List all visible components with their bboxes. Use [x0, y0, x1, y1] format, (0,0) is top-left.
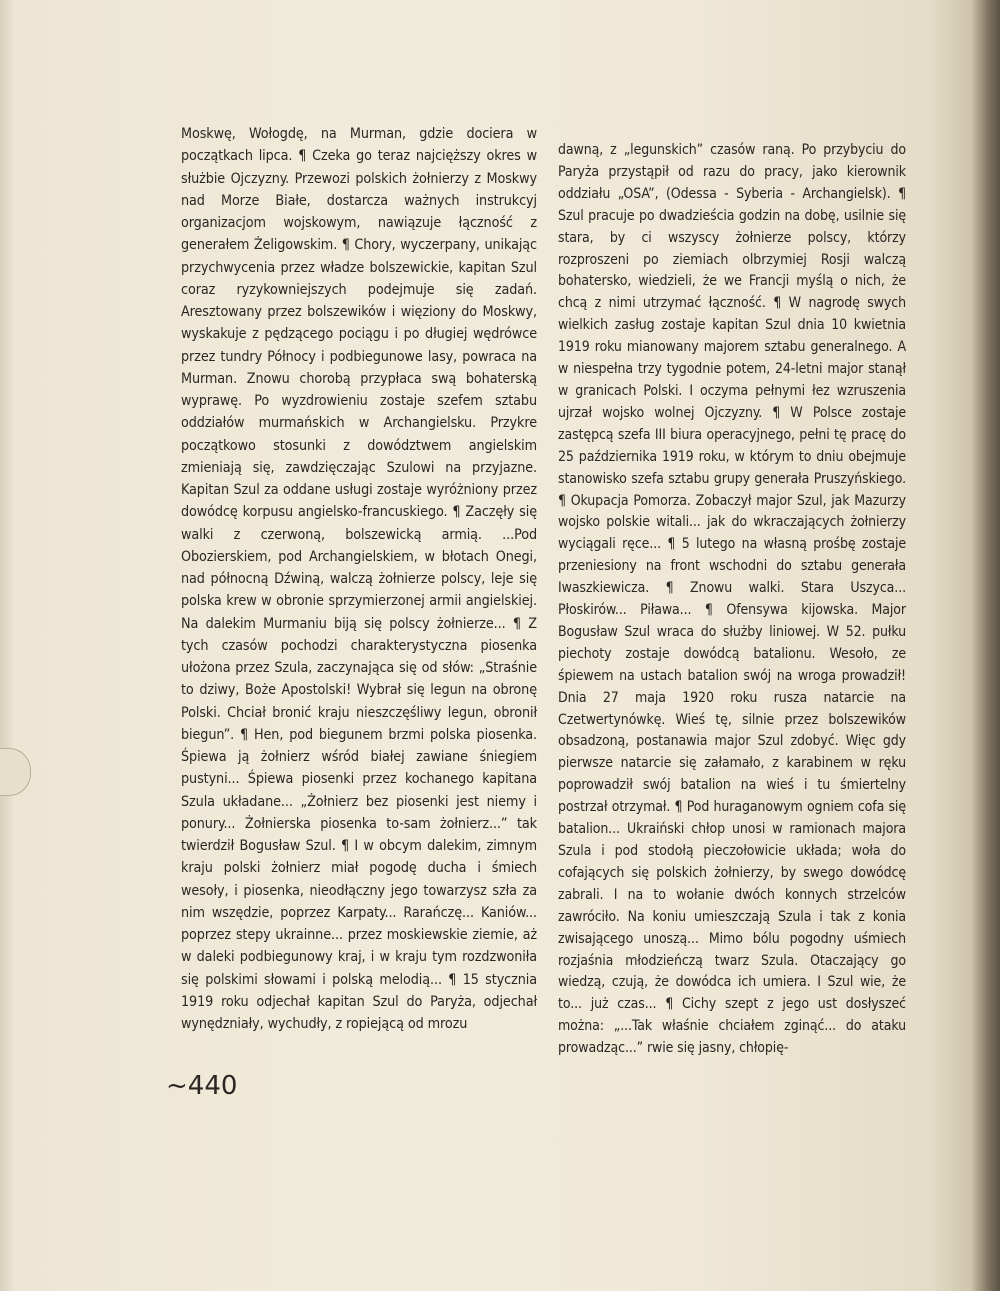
adjacent-page-edge [972, 0, 1000, 1291]
left-column-text: Moskwę, Wołogdę, na Murman, gdzie dociera w początkach lipca. ¶ Czeka go teraz najcięższy okres w służbie Ojczyzny. Przewozi polskich żołnierzy z Moskwy nad Morze Białe, dostarcza ważnych instrukcyj organizacjom wojskowym, nawiązuje łączność z generałem Żeligowskim. ¶ Chory, wyczerpany, unikając przychwycenia przez władze bolszewickie, kapitan Szul coraz ryzykowniejszych podejmuje się zadań. Aresztowany przez bolszewików i więziony do Moskwy, wyskakuje z pędzącego pociągu i po długiej wędrówce przez tundry Północy i podbiegunowe lasy, powraca na Murman. Znowu chorobą przypłaca swą bohaterską wyprawę. Po wyzdrowieniu zostaje szefem sztabu oddziałów murmańskich w Archangielsku. Przykre początkowo stosunki z dowództwem angielskim zmieniają się, zawdzięczając Szulowi na przyjazne. Kapitan Szul za oddane usługi zostaje wyróżniony przez dowódcę korpusu angielsko-francuskiego. ¶ Zaczęły się walki z czerwoną, bolszewicką armią. ...Pod Obozierskiem, pod Archangielskiem, w błotach Onegi, nad północną Dźwiną, walczą żołnierze polscy, leje się polska krew w obronie sprzymierzonej armii angielskiej. Na dalekim Murmaniu biją się polscy żołnierze... ¶ Z tych czasów pochodzi charakterystyczna piosenka ułożona przez Szula, zaczynająca się od słów: „Straśnie to dziwy, Boże Apostolski! Wybrał się legun na obronę Polski. Chciał bronić kraju nieszczęśliwy legun, obronił biegun”. ¶ Hen, pod biegunem brzmi polska piosenka. Śpiewa ją żołnierz wśród białej zawiane śniegiem pustyni... Śpiewa piosenki przez kochanego kapitana Szula układane... „Żołnierz bez piosenki jest niemy i ponury... Żołnierska piosenka to-sam żołnierz...” tak twierdził Bogusław Szul. ¶ I w obcym dalekim, zimnym kraju polski żołnierz miał pogodę ducha i śmiech wesoły, i piosenka, nieodłączny jego towarzysz szła za nim wszędzie, poprzez Karpaty... Rarańczę... Kaniów... poprzez stepy ukrainne... przez moskiewskie ziemie, aż w daleki podbiegunowy kraj, i w kraju tym rozdzwoniła się polskimi słowami i polską melodią... ¶ 15 stycznia 1919 roku odjechał kapitan Szul do Paryża, odjechał wynędzniały, wychudły, z ropiejącą od mrozu [181, 126, 537, 1032]
thumb-index-tab [0, 748, 31, 796]
page-number: ~440 [166, 1071, 238, 1101]
binding-shadow [0, 0, 14, 1291]
right-column-text: dawną, z „legunskich” czasów raną. Po przybyciu do Paryża przystąpił od razu do pracy, jako kierownik oddziału „OSA”, (Odessa - Syberia - Archangielsk). ¶ Szul pracuje po dwadzieścia godzin na dobę, usilnie się stara, by ci wszyscy żołnierze polscy, którzy rozproszeni po ziemiach olbrzymiej Rosji walczą bohatersko, wiedzieli, że we Francji myślą o nich, że chcą z nimi utrzymać łączność. ¶ W nagrodę swych wielkich zasług zostaje kapitan Szul dnia 10 kwietnia 1919 roku mianowany majorem sztabu generalnego. A w niespełna trzy tygodnie potem, 24-letni major stanął w granicach Polski. I oczyma pełnymi łez wzruszenia ujrzał wojsko wolnej Ojczyzny. ¶ W Polsce zostaje zastępcą szefa III biura operacyjnego, pełni tę pracę do 25 października 1919 roku, w którym to dniu obejmuje stanowisko szefa sztabu grupy generała Pruszyńskiego. ¶ Okupacja Pomorza. Zobaczył major Szul, jak Mazurzy wojsko polskie witali... jak do wkraczających żołnierzy wyciągali ręce... ¶ 5 lutego na własną prośbę zostaje przeniesiony na front wschodni do sztabu generała Iwaszkiewicza. ¶ Znowu walki. Stara Uszyca... Płoskirów... Piława... ¶ Ofensywa kijowska. Major Bogusław Szul wraca do służby liniowej. W 52. pułku piechoty zostaje dowódcą batalionu. Wesoło, ze śpiewem na ustach batalion swój na wroga prowadził! Dnia 27 maja 1920 roku rusza natarcie na Czetwertynówkę. Wieś tę, silnie przez bolszewików obsadzoną, postanawia major Szul zdobyć. Więc gdy pierwsze natarcie się załamało, z karabinem w ręku poprowadził swój batalion na wieś i tu śmiertelny postrzał otrzymał. ¶ Pod huraganowym ogniem cofa się batalion... Ukraiński chłop unosi w ramionach majora Szula i pod stodołą pieczołowicie układa; woła do cofających się polskich żołnierzy, by swego dowódcę zabrali. I na to wołanie dwóch konnych strzelców zawróciło. Na koniu umieszczają Szula i tak z konia zwisającego unoszą... Mimo bólu pogodny uśmiech rozjaśnia młodzieńczą twarz Szula. Otaczający go wiedzą, czują, że dowódca ich umiera. I Szul wie, że to... już czas... ¶ Cichy szept z jego ust dosłyszeć można: „...Tak właśnie chciałem zginąć... do ataku prowadząc...” rwie się jasny, chłopię- [558, 142, 906, 1057]
right-text-column [558, 140, 906, 1060]
left-text-column [181, 123, 537, 1035]
